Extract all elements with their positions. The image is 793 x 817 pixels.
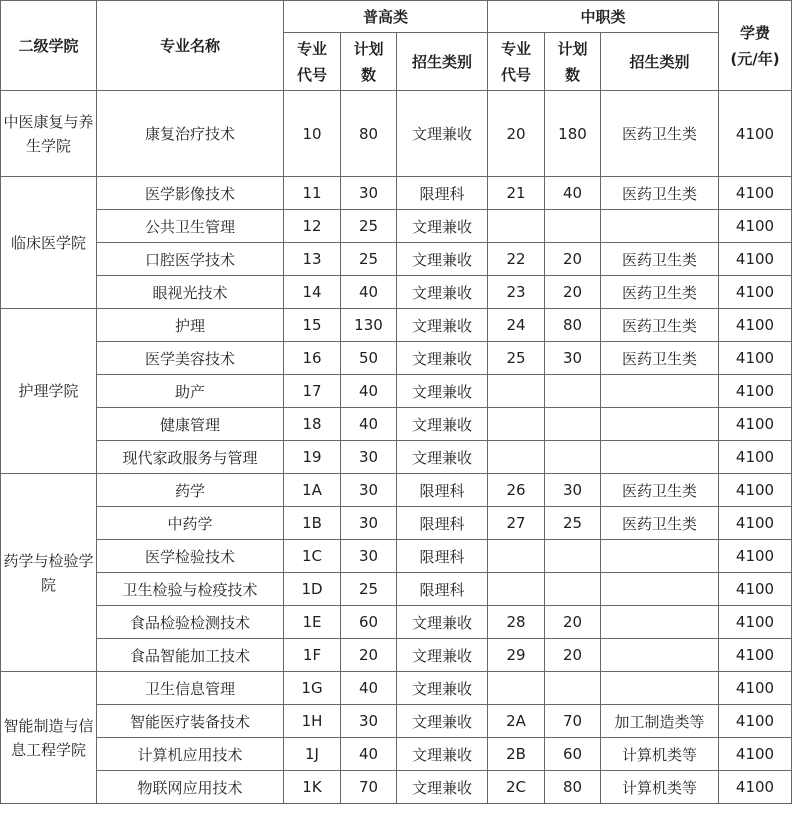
vocational-major-code-cell: 22 <box>488 243 545 276</box>
header-vocational-group: 中职类 <box>488 1 719 33</box>
vocational-plan-count-cell: 80 <box>545 771 601 804</box>
tuition-cell: 4100 <box>719 91 792 177</box>
vocational-enroll-type-cell: 医药卫生类 <box>601 91 719 177</box>
general-enroll-type-cell: 限理科 <box>397 474 488 507</box>
table-row <box>1 540 792 573</box>
vocational-major-code-cell <box>488 375 545 408</box>
major-name-cell: 健康管理 <box>97 408 284 441</box>
general-plan-count-cell: 30 <box>341 474 397 507</box>
vocational-major-code-cell: 23 <box>488 276 545 309</box>
tuition-cell: 4100 <box>719 639 792 672</box>
general-major-code-cell: 1F <box>284 639 341 672</box>
vocational-major-code-cell: 2A <box>488 705 545 738</box>
major-name-cell: 医学美容技术 <box>97 342 284 375</box>
general-major-code-cell: 19 <box>284 441 341 474</box>
tuition-cell: 4100 <box>719 441 792 474</box>
table-row <box>1 606 792 639</box>
general-plan-count-cell: 40 <box>341 672 397 705</box>
vocational-major-code-cell <box>488 408 545 441</box>
tuition-cell: 4100 <box>719 276 792 309</box>
table-row <box>1 91 792 177</box>
college-name-cell: 护理学院 <box>1 309 97 474</box>
table-body <box>1 91 792 804</box>
vocational-major-code-cell <box>488 441 545 474</box>
vocational-plan-count-cell <box>545 375 601 408</box>
general-plan-count-cell: 70 <box>341 771 397 804</box>
general-enroll-type-cell: 限理科 <box>397 573 488 606</box>
general-major-code-cell: 17 <box>284 375 341 408</box>
general-enroll-type-cell: 文理兼收 <box>397 243 488 276</box>
vocational-plan-count-cell: 20 <box>545 243 601 276</box>
general-enroll-type-cell: 限理科 <box>397 540 488 573</box>
vocational-plan-count-cell: 80 <box>545 309 601 342</box>
major-name-cell: 卫生检验与检疫技术 <box>97 573 284 606</box>
vocational-enroll-type-cell: 医药卫生类 <box>601 342 719 375</box>
general-major-code-cell: 1D <box>284 573 341 606</box>
general-plan-count-cell: 25 <box>341 210 397 243</box>
general-enroll-type-cell: 限理科 <box>397 177 488 210</box>
general-enroll-type-cell: 文理兼收 <box>397 408 488 441</box>
vocational-enroll-type-cell: 医药卫生类 <box>601 177 719 210</box>
general-major-code-cell: 10 <box>284 91 341 177</box>
tuition-cell: 4100 <box>719 705 792 738</box>
major-name-cell: 口腔医学技术 <box>97 243 284 276</box>
general-enroll-type-cell: 文理兼收 <box>397 738 488 771</box>
table-row <box>1 441 792 474</box>
vocational-major-code-cell: 26 <box>488 474 545 507</box>
vocational-major-code-cell: 27 <box>488 507 545 540</box>
table-row <box>1 738 792 771</box>
header-major-name: 专业名称 <box>97 1 284 91</box>
general-enroll-type-cell: 文理兼收 <box>397 276 488 309</box>
general-plan-count-cell: 25 <box>341 573 397 606</box>
tuition-cell: 4100 <box>719 309 792 342</box>
general-plan-count-cell: 30 <box>341 540 397 573</box>
major-name-cell: 眼视光技术 <box>97 276 284 309</box>
table-row <box>1 375 792 408</box>
major-name-cell: 护理 <box>97 309 284 342</box>
tuition-cell: 4100 <box>719 540 792 573</box>
college-name-cell: 中医康复与养生学院 <box>1 91 97 177</box>
general-plan-count-cell: 40 <box>341 408 397 441</box>
tuition-cell: 4100 <box>719 408 792 441</box>
general-major-code-cell: 1H <box>284 705 341 738</box>
general-enroll-type-cell: 文理兼收 <box>397 375 488 408</box>
vocational-enroll-type-cell: 医药卫生类 <box>601 276 719 309</box>
general-enroll-type-cell: 限理科 <box>397 507 488 540</box>
general-major-code-cell: 15 <box>284 309 341 342</box>
table-row <box>1 771 792 804</box>
tuition-cell: 4100 <box>719 672 792 705</box>
vocational-plan-count-cell: 40 <box>545 177 601 210</box>
header-general-major-code: 专业 代号 <box>284 33 341 91</box>
vocational-major-code-cell: 28 <box>488 606 545 639</box>
vocational-major-code-cell: 25 <box>488 342 545 375</box>
vocational-plan-count-cell: 30 <box>545 342 601 375</box>
vocational-enroll-type-cell <box>601 639 719 672</box>
vocational-enroll-type-cell <box>601 408 719 441</box>
vocational-plan-count-cell: 70 <box>545 705 601 738</box>
general-plan-count-cell: 40 <box>341 276 397 309</box>
general-major-code-cell: 16 <box>284 342 341 375</box>
general-plan-count-cell: 130 <box>341 309 397 342</box>
table-row <box>1 408 792 441</box>
vocational-plan-count-cell: 180 <box>545 91 601 177</box>
vocational-enroll-type-cell <box>601 375 719 408</box>
general-plan-count-cell: 30 <box>341 507 397 540</box>
major-name-cell: 康复治疗技术 <box>97 91 284 177</box>
table-row <box>1 474 792 507</box>
major-name-cell: 智能医疗装备技术 <box>97 705 284 738</box>
vocational-plan-count-cell <box>545 573 601 606</box>
table-row <box>1 276 792 309</box>
vocational-enroll-type-cell <box>601 540 719 573</box>
tuition-cell: 4100 <box>719 375 792 408</box>
vocational-enroll-type-cell <box>601 210 719 243</box>
major-name-cell: 公共卫生管理 <box>97 210 284 243</box>
vocational-enroll-type-cell: 医药卫生类 <box>601 309 719 342</box>
tuition-cell: 4100 <box>719 474 792 507</box>
tuition-cell: 4100 <box>719 738 792 771</box>
general-plan-count-cell: 25 <box>341 243 397 276</box>
header-vocational-enroll-type: 招生类别 <box>601 33 719 91</box>
general-major-code-cell: 14 <box>284 276 341 309</box>
tuition-cell: 4100 <box>719 210 792 243</box>
vocational-plan-count-cell: 20 <box>545 606 601 639</box>
tuition-cell: 4100 <box>719 507 792 540</box>
general-major-code-cell: 11 <box>284 177 341 210</box>
major-name-cell: 中药学 <box>97 507 284 540</box>
general-major-code-cell: 1A <box>284 474 341 507</box>
vocational-major-code-cell: 2B <box>488 738 545 771</box>
major-name-cell: 食品智能加工技术 <box>97 639 284 672</box>
general-major-code-cell: 1K <box>284 771 341 804</box>
general-enroll-type-cell: 文理兼收 <box>397 309 488 342</box>
vocational-enroll-type-cell: 医药卫生类 <box>601 474 719 507</box>
table-row <box>1 177 792 210</box>
vocational-plan-count-cell <box>545 408 601 441</box>
vocational-major-code-cell: 21 <box>488 177 545 210</box>
vocational-plan-count-cell: 20 <box>545 639 601 672</box>
table-row <box>1 210 792 243</box>
college-name-cell: 药学与检验学院 <box>1 474 97 672</box>
table-row <box>1 309 792 342</box>
vocational-major-code-cell: 2C <box>488 771 545 804</box>
vocational-plan-count-cell <box>545 672 601 705</box>
vocational-enroll-type-cell: 计算机类等 <box>601 771 719 804</box>
general-major-code-cell: 1C <box>284 540 341 573</box>
vocational-plan-count-cell <box>545 441 601 474</box>
vocational-plan-count-cell: 25 <box>545 507 601 540</box>
major-name-cell: 现代家政服务与管理 <box>97 441 284 474</box>
general-major-code-cell: 18 <box>284 408 341 441</box>
vocational-plan-count-cell: 60 <box>545 738 601 771</box>
general-plan-count-cell: 80 <box>341 91 397 177</box>
table-row <box>1 573 792 606</box>
general-plan-count-cell: 30 <box>341 705 397 738</box>
vocational-plan-count-cell: 30 <box>545 474 601 507</box>
header-tuition: 学费 (元/年) <box>719 1 792 91</box>
vocational-major-code-cell: 29 <box>488 639 545 672</box>
general-plan-count-cell: 40 <box>341 738 397 771</box>
college-name-cell: 临床医学院 <box>1 177 97 309</box>
general-major-code-cell: 13 <box>284 243 341 276</box>
table-row <box>1 672 792 705</box>
vocational-enroll-type-cell <box>601 573 719 606</box>
vocational-enroll-type-cell <box>601 441 719 474</box>
general-enroll-type-cell: 文理兼收 <box>397 639 488 672</box>
vocational-enroll-type-cell: 加工制造类等 <box>601 705 719 738</box>
general-enroll-type-cell: 文理兼收 <box>397 672 488 705</box>
general-plan-count-cell: 20 <box>341 639 397 672</box>
major-name-cell: 医学影像技术 <box>97 177 284 210</box>
tuition-cell: 4100 <box>719 177 792 210</box>
header-college: 二级学院 <box>1 1 97 91</box>
tuition-cell: 4100 <box>719 243 792 276</box>
general-plan-count-cell: 50 <box>341 342 397 375</box>
vocational-enroll-type-cell <box>601 672 719 705</box>
vocational-enroll-type-cell <box>601 606 719 639</box>
tuition-cell: 4100 <box>719 771 792 804</box>
general-major-code-cell: 1G <box>284 672 341 705</box>
general-plan-count-cell: 30 <box>341 177 397 210</box>
header-vocational-major-code: 专业 代号 <box>488 33 545 91</box>
header-vocational-plan-count: 计划 数 <box>545 33 601 91</box>
general-plan-count-cell: 60 <box>341 606 397 639</box>
general-enroll-type-cell: 文理兼收 <box>397 606 488 639</box>
table-row <box>1 639 792 672</box>
college-name-cell: 智能制造与信息工程学院 <box>1 672 97 804</box>
vocational-major-code-cell: 24 <box>488 309 545 342</box>
table-row <box>1 507 792 540</box>
header-general-enroll-type: 招生类别 <box>397 33 488 91</box>
header-general-plan-count: 计划 数 <box>341 33 397 91</box>
major-name-cell: 食品检验检测技术 <box>97 606 284 639</box>
general-major-code-cell: 1J <box>284 738 341 771</box>
major-name-cell: 物联网应用技术 <box>97 771 284 804</box>
major-name-cell: 药学 <box>97 474 284 507</box>
table-row <box>1 243 792 276</box>
vocational-major-code-cell <box>488 672 545 705</box>
vocational-enroll-type-cell: 医药卫生类 <box>601 243 719 276</box>
header-general-group: 普高类 <box>284 1 488 33</box>
general-plan-count-cell: 40 <box>341 375 397 408</box>
major-name-cell: 计算机应用技术 <box>97 738 284 771</box>
tuition-cell: 4100 <box>719 573 792 606</box>
general-major-code-cell: 1E <box>284 606 341 639</box>
vocational-enroll-type-cell: 医药卫生类 <box>601 507 719 540</box>
tuition-cell: 4100 <box>719 606 792 639</box>
vocational-enroll-type-cell: 计算机类等 <box>601 738 719 771</box>
general-enroll-type-cell: 文理兼收 <box>397 210 488 243</box>
vocational-major-code-cell <box>488 540 545 573</box>
vocational-major-code-cell: 20 <box>488 91 545 177</box>
general-major-code-cell: 1B <box>284 507 341 540</box>
tuition-cell: 4100 <box>719 342 792 375</box>
table-row <box>1 342 792 375</box>
major-name-cell: 卫生信息管理 <box>97 672 284 705</box>
general-enroll-type-cell: 文理兼收 <box>397 441 488 474</box>
table-row <box>1 705 792 738</box>
general-major-code-cell: 12 <box>284 210 341 243</box>
vocational-major-code-cell <box>488 210 545 243</box>
general-enroll-type-cell: 文理兼收 <box>397 91 488 177</box>
general-plan-count-cell: 30 <box>341 441 397 474</box>
major-name-cell: 助产 <box>97 375 284 408</box>
general-enroll-type-cell: 文理兼收 <box>397 342 488 375</box>
vocational-plan-count-cell <box>545 540 601 573</box>
general-enroll-type-cell: 文理兼收 <box>397 771 488 804</box>
vocational-major-code-cell <box>488 573 545 606</box>
vocational-plan-count-cell: 20 <box>545 276 601 309</box>
vocational-plan-count-cell <box>545 210 601 243</box>
general-enroll-type-cell: 文理兼收 <box>397 705 488 738</box>
major-name-cell: 医学检验技术 <box>97 540 284 573</box>
